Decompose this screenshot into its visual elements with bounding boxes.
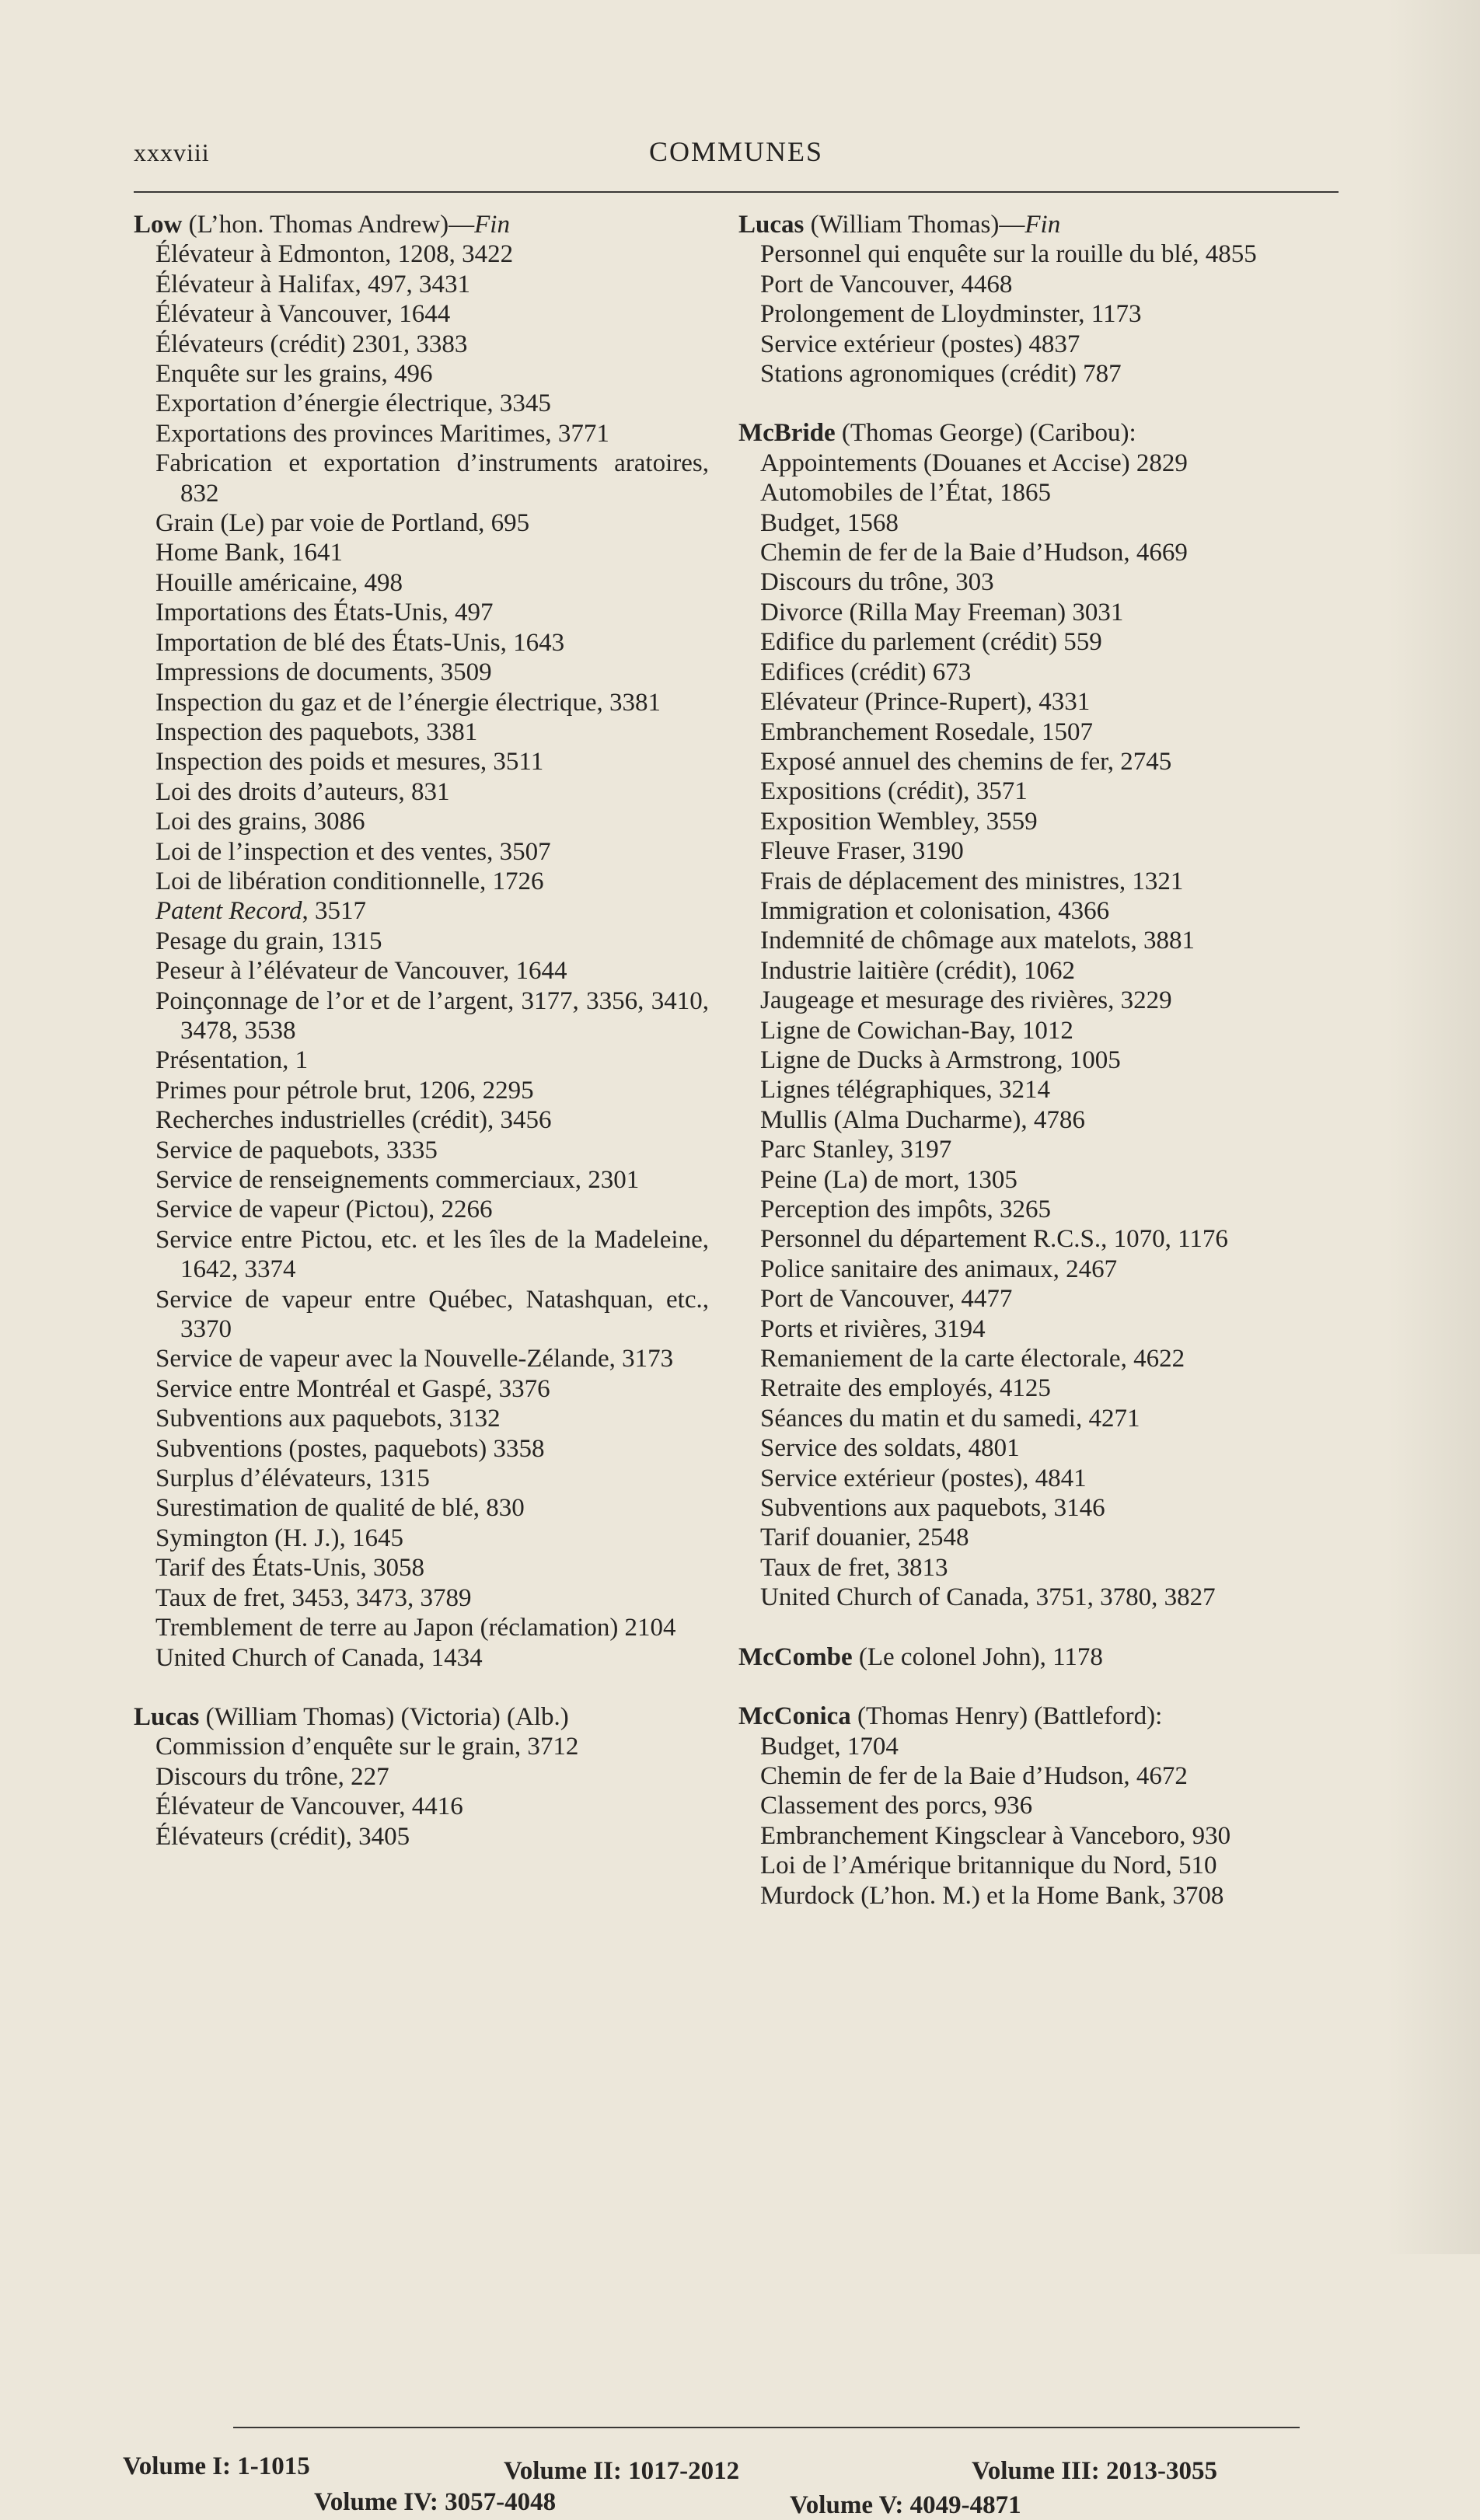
index-subentry: Prolongement de Lloydminster, 1173 bbox=[760, 300, 1142, 329]
index-subentry: Personnel qui enquête sur la rouille du blé, 4855 bbox=[760, 240, 1257, 269]
index-subentry: Fabrication et exportation d’instruments aratoires, 832 bbox=[155, 449, 709, 508]
index-subentry: Service de vapeur avec la Nouvelle-Zélande, 3173 bbox=[155, 1345, 674, 1373]
index-subentry: Surplus d’élévateurs, 1315 bbox=[155, 1464, 430, 1493]
index-subentry: Home Bank, 1641 bbox=[155, 539, 344, 567]
page-title: COMMUNES bbox=[648, 136, 824, 167]
volume-3: Volume III: 2013-3055 bbox=[972, 2457, 1217, 2485]
index-subentry: Poinçonnage de l’or et de l’argent, 3177, 3356, 3410, 3478, 3538 bbox=[155, 986, 709, 1045]
index-subentry: Expositions (crédit), 3571 bbox=[760, 777, 1028, 806]
index-subentry: Subventions aux paquebots, 3146 bbox=[760, 1494, 1105, 1523]
index-subentry: Discours du trône, 227 bbox=[155, 1762, 389, 1791]
index-subentry: Pesage du grain, 1315 bbox=[155, 927, 382, 955]
index-subentry: Loi des grains, 3086 bbox=[155, 808, 365, 836]
index-heading bbox=[738, 1702, 1337, 1731]
index-subentry: Retraite des employés, 4125 bbox=[760, 1374, 1051, 1403]
index-subentry: Inspection du gaz et de l’énergie électrique, 3381 bbox=[155, 688, 661, 717]
index-subentry: Service de vapeur entre Québec, Natashquan, etc., 3370 bbox=[155, 1285, 709, 1344]
index-subentry: Grain (Le) par voie de Portland, 695 bbox=[155, 509, 530, 538]
index-subentry: Présentation, 1 bbox=[155, 1046, 309, 1075]
page-header bbox=[134, 132, 1339, 179]
index-subentry: Parc Stanley, 3197 bbox=[760, 1136, 952, 1164]
heading-name: McConica bbox=[738, 1702, 851, 1731]
heading-name: Low bbox=[134, 211, 183, 239]
index-subentry: Embranchement Rosedale, 1507 bbox=[760, 717, 1093, 746]
index-subentry: Exportation d’énergie électrique, 3345 bbox=[155, 389, 551, 418]
index-subentry: Subventions aux paquebots, 3132 bbox=[155, 1405, 501, 1433]
index-subentry: Budget, 1704 bbox=[760, 1732, 899, 1761]
index-subentry: Divorce (Rilla May Freeman) 3031 bbox=[760, 598, 1124, 627]
index-subentry: Tarif douanier, 2548 bbox=[760, 1524, 969, 1552]
heading-name: Lucas bbox=[134, 1702, 200, 1731]
index-subentry: Chemin de fer de la Baie d’Hudson, 4672 bbox=[760, 1761, 1188, 1790]
index-subentry: Tremblement de terre au Japon (réclamation) 2104 bbox=[155, 1614, 676, 1642]
index-subentry: Exposition Wembley, 3559 bbox=[760, 807, 1038, 836]
index-subentry: Service extérieur (postes), 4841 bbox=[760, 1464, 1087, 1492]
index-subentry: Lignes télégraphiques, 3214 bbox=[760, 1076, 1050, 1105]
index-subentry: Service entre Montréal et Gaspé, 3376 bbox=[155, 1374, 550, 1403]
index-heading bbox=[738, 1642, 1337, 1672]
index-subentry: Inspection des poids et mesures, 3511 bbox=[155, 748, 544, 777]
volume-4: Volume IV: 3057-4048 bbox=[314, 2488, 557, 2516]
index-subentry: Perception des impôts, 3265 bbox=[760, 1195, 1051, 1223]
heading-continued: Fin bbox=[1024, 211, 1061, 239]
index-subentry: Edifice du parlement (crédit) 559 bbox=[760, 628, 1102, 657]
page-number: xxxviii bbox=[134, 138, 210, 166]
index-subentry: Patent Record, 3517 bbox=[155, 897, 366, 926]
index-subentry: Elévateur (Prince-Rupert), 4331 bbox=[760, 688, 1091, 717]
index-subentry: Service extérieur (postes) 4837 bbox=[760, 330, 1080, 358]
index-subentry: Recherches industrielles (crédit), 3456 bbox=[155, 1106, 552, 1135]
index-subentry: Stations agronomiques (crédit) 787 bbox=[760, 360, 1122, 389]
index-subentry: Inspection des paquebots, 3381 bbox=[155, 717, 478, 746]
index-subentry: Discours du trône, 303 bbox=[760, 568, 994, 597]
index-subentry: Commission d’enquête sur le grain, 3712 bbox=[155, 1733, 579, 1761]
volume-5: Volume V: 4049-4871 bbox=[790, 2491, 1021, 2519]
entry-gap bbox=[738, 1672, 1337, 1702]
index-subentry: Peseur à l’élévateur de Vancouver, 1644 bbox=[155, 957, 567, 986]
index-heading bbox=[738, 418, 1337, 448]
heading-detail: (Thomas George) (Caribou): bbox=[835, 419, 1136, 448]
index-subentry: Chemin de fer de la Baie d’Hudson, 4669 bbox=[760, 539, 1188, 567]
header-rule bbox=[134, 191, 1339, 193]
index-subentry: Subventions (postes, paquebots) 3358 bbox=[155, 1434, 545, 1463]
index-subentry: Remaniement de la carte électorale, 4622 bbox=[760, 1345, 1185, 1373]
index-subentry: Budget, 1568 bbox=[760, 508, 899, 537]
index-subentry: Classement des porcs, 936 bbox=[760, 1792, 1033, 1820]
index-subentry: Loi de libération conditionnelle, 1726 bbox=[155, 867, 544, 895]
index-subentry: Industrie laitière (crédit), 1062 bbox=[760, 956, 1076, 985]
index-heading bbox=[134, 1702, 709, 1732]
index-subentry: United Church of Canada, 3751, 3780, 3827 bbox=[760, 1583, 1216, 1612]
index-subentry: Élévateurs (crédit) 2301, 3383 bbox=[155, 330, 468, 358]
index-subentry: Importation de blé des États-Unis, 1643 bbox=[155, 628, 565, 657]
index-subentry: Indemnité de chômage aux matelots, 3881 bbox=[760, 927, 1196, 955]
volume-2: Volume II: 1017-2012 bbox=[504, 2457, 740, 2485]
index-subentry: Ligne de Ducks à Armstrong, 1005 bbox=[760, 1045, 1121, 1074]
index-heading bbox=[134, 210, 709, 239]
index-subentry: Loi de l’inspection et des ventes, 3507 bbox=[155, 837, 551, 866]
index-subentry: Élévateur à Halifax, 497, 3431 bbox=[155, 270, 471, 298]
scan-shadow bbox=[1387, 0, 1480, 2254]
index-subentry: Police sanitaire des animaux, 2467 bbox=[760, 1255, 1118, 1283]
index-subentry: Exposé annuel des chemins de fer, 2745 bbox=[760, 747, 1172, 776]
index-subentry: Automobiles de l’État, 1865 bbox=[760, 479, 1051, 508]
index-subentry: Service de paquebots, 3335 bbox=[155, 1136, 438, 1164]
index-subentry: Fleuve Fraser, 3190 bbox=[760, 837, 964, 866]
entry-gap bbox=[134, 1673, 709, 1702]
index-subentry: Ligne de Cowichan-Bay, 1012 bbox=[760, 1016, 1073, 1045]
index-subentry: Élévateur de Vancouver, 4416 bbox=[155, 1792, 463, 1821]
heading-name: Lucas bbox=[738, 211, 805, 239]
index-subentry: Taux de fret, 3453, 3473, 3789 bbox=[155, 1583, 472, 1612]
heading-detail: (Thomas Henry) (Battleford): bbox=[850, 1702, 1163, 1731]
index-subentry: Ports et rivières, 3194 bbox=[760, 1314, 986, 1343]
index-subentry: Symington (H. J.), 1645 bbox=[155, 1524, 404, 1552]
index-subentry: Exportations des provinces Maritimes, 3771 bbox=[155, 419, 609, 448]
entry-gap bbox=[738, 389, 1337, 418]
index-subentry: Service entre Pictou, etc. et les îles de la Madeleine, 1642, 3374 bbox=[155, 1225, 709, 1284]
index-subentry: Embranchement Kingsclear à Vanceboro, 930 bbox=[760, 1821, 1231, 1850]
index-subentry: Tarif des États-Unis, 3058 bbox=[155, 1554, 424, 1583]
heading-detail: (William Thomas) (Victoria) (Alb.) bbox=[199, 1702, 569, 1731]
index-subentry: Loi des droits d’auteurs, 831 bbox=[155, 777, 450, 806]
index-subentry: Edifices (crédit) 673 bbox=[760, 658, 972, 686]
index-subentry: Loi de l’Amérique britannique du Nord, 510 bbox=[760, 1852, 1217, 1880]
index-subentry: Service de vapeur (Pictou), 2266 bbox=[155, 1195, 493, 1224]
index-subentry: Jaugeage et mesurage des rivières, 3229 bbox=[760, 986, 1172, 1015]
index-subentry: Peine (La) de mort, 1305 bbox=[760, 1165, 1018, 1194]
heading-detail: (L’hon. Thomas Andrew)— bbox=[182, 211, 475, 239]
index-subentry: Séances du matin et du samedi, 4271 bbox=[760, 1404, 1140, 1433]
heading-name: McCombe bbox=[738, 1642, 853, 1671]
index-subentry: Port de Vancouver, 4468 bbox=[760, 270, 1013, 298]
index-heading bbox=[738, 210, 1337, 239]
index-subentry: Port de Vancouver, 4477 bbox=[760, 1285, 1013, 1314]
index-subentry: Élévateur à Vancouver, 1644 bbox=[155, 300, 451, 329]
index-subentry: Service des soldats, 4801 bbox=[760, 1434, 1020, 1463]
index-subentry: United Church of Canada, 1434 bbox=[155, 1643, 483, 1672]
left-column bbox=[134, 210, 709, 1852]
index-subentry: Personnel du département R.C.S., 1070, 1176 bbox=[760, 1225, 1228, 1254]
index-subentry: Surestimation de qualité de blé, 830 bbox=[155, 1494, 525, 1523]
index-subentry: Appointements (Douanes et Accise) 2829 bbox=[760, 449, 1188, 477]
index-subentry: Importations des États-Unis, 497 bbox=[155, 599, 494, 627]
right-column bbox=[738, 210, 1337, 1911]
heading-continued: Fin bbox=[474, 211, 510, 239]
index-subentry: Primes pour pétrole brut, 1206, 2295 bbox=[155, 1076, 534, 1105]
index-subentry: Houille américaine, 498 bbox=[155, 568, 403, 597]
index-subentry: Mullis (Alma Ducharme), 4786 bbox=[760, 1105, 1085, 1134]
index-subentry: Immigration et colonisation, 4366 bbox=[760, 896, 1110, 925]
index-subentry: Impressions de documents, 3509 bbox=[155, 658, 492, 687]
index-subentry: Enquête sur les grains, 496 bbox=[155, 360, 433, 389]
index-subentry: Frais de déplacement des ministres, 1321 bbox=[760, 867, 1184, 895]
index-subentry: Service de renseignements commerciaux, 2301 bbox=[155, 1166, 640, 1194]
footer-rule bbox=[233, 2427, 1300, 2428]
heading-detail: (William Thomas)— bbox=[804, 211, 1025, 239]
index-subentry: Élévateurs (crédit), 3405 bbox=[155, 1822, 410, 1851]
volume-1: Volume I: 1-1015 bbox=[123, 2452, 310, 2480]
heading-detail: (Le colonel John), 1178 bbox=[852, 1642, 1103, 1671]
heading-name: McBride bbox=[738, 419, 836, 448]
entry-gap bbox=[738, 1613, 1337, 1642]
index-subentry: Murdock (L’hon. M.) et la Home Bank, 3708 bbox=[760, 1881, 1224, 1910]
index-subentry: Élévateur à Edmonton, 1208, 3422 bbox=[155, 240, 514, 269]
index-subentry: Taux de fret, 3813 bbox=[760, 1553, 948, 1582]
